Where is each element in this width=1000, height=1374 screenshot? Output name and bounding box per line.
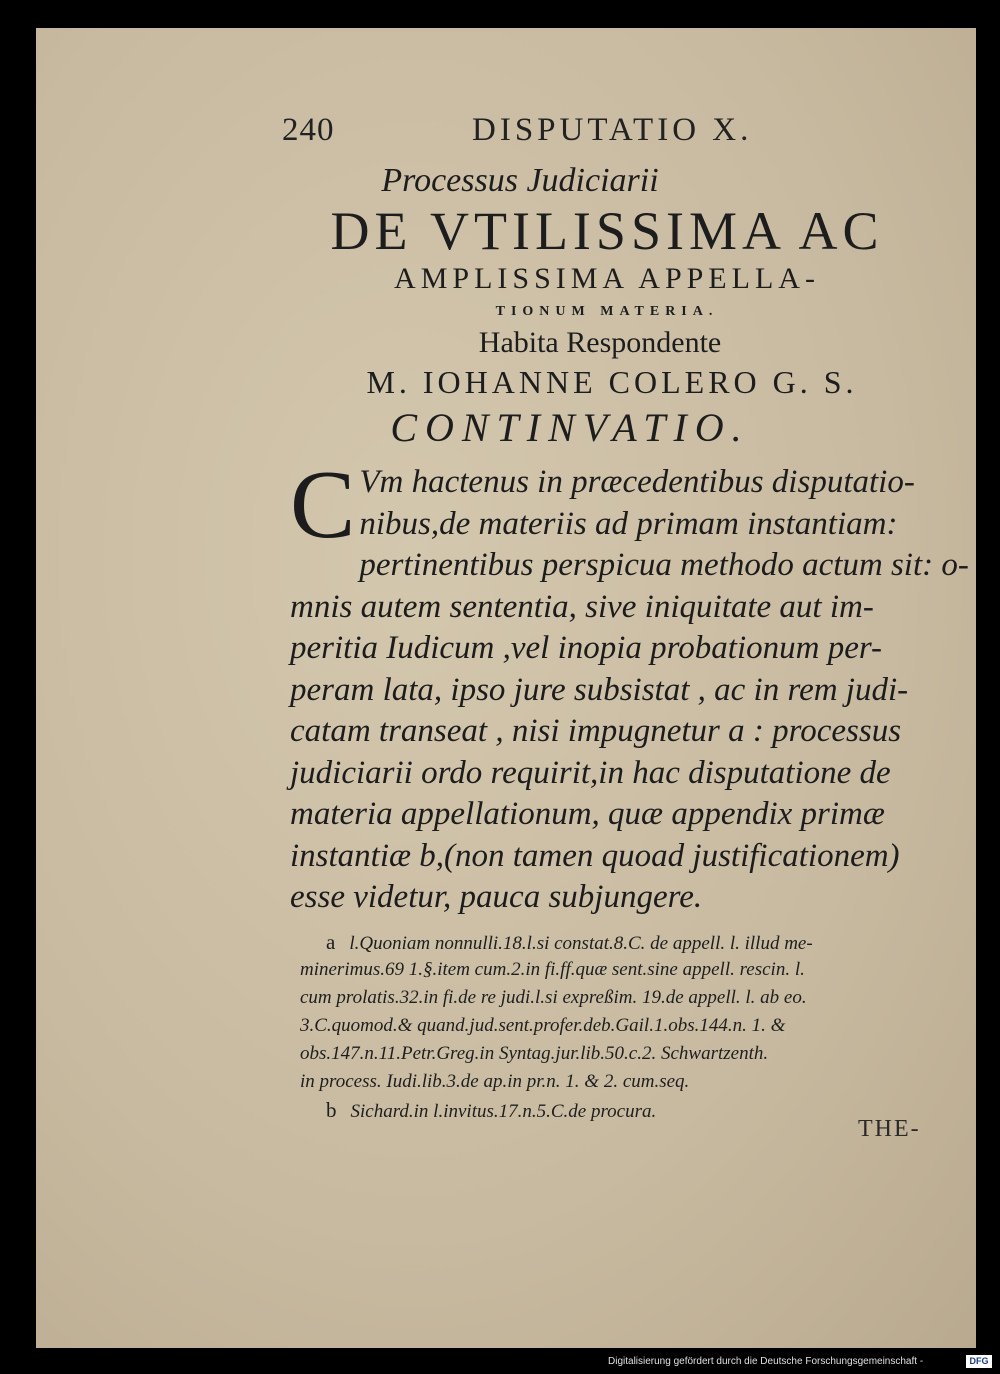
catchword: THE- — [858, 1116, 921, 1142]
dfg-logo: DFG — [966, 1355, 992, 1368]
digitization-credit: Digitalisierung gefördert durch die Deutsche Forschungsgemeinschaft - — [608, 1356, 924, 1367]
footnote-a-line: cum prolatis.32.in fi.de re judi.l.si expreßim. 19.de appell. l. ab eo. — [300, 987, 807, 1008]
text-line: judiciarii ordo requirit,in hac disputatione de — [290, 754, 891, 791]
footnote-a-line: minerimus.69 1.§.item cum.2.in fi.ff.quæ sent.sine appell. rescin. l. — [300, 959, 805, 980]
footnote-label-b: b — [326, 1098, 337, 1122]
footnote-label-a: a — [326, 930, 336, 954]
title-line-4: Habita Respondente — [478, 326, 722, 359]
title-line-5: M. IOHANNE COLERO G. S. — [366, 364, 858, 400]
footnotes — [300, 928, 940, 1124]
footnote-a-line: obs.147.n.11.Petr.Greg.in Syntag.jur.lib.50.c.2. Schwartzenth. — [300, 1043, 769, 1064]
text-line: pertinentibus perspicua methodo actum sit: o- — [359, 547, 969, 583]
footnote-a-line: in process. Iudi.lib.3.de ap.in pr.n. 1. & 2. cum.seq. — [300, 1071, 690, 1092]
text-line: esse videtur, pauca subjungere. — [290, 879, 703, 915]
text-line: peram lata, ipso jure subsistat , ac in rem judi- — [290, 671, 909, 708]
section-heading: CONTINVATIO. — [390, 405, 750, 450]
text-line: Vm hactenus in præcedentibus disputatio- — [359, 464, 915, 500]
drop-cap: C — [290, 451, 356, 559]
text-line: nibus,de materiis ad primam instantiam: — [359, 505, 898, 542]
title-subtitle: Processus Judiciarii — [381, 162, 659, 199]
main-text — [290, 451, 969, 919]
title-line-3: TIONUM MATERIA. — [495, 304, 719, 319]
running-head: DISPUTATIO X. — [472, 112, 753, 148]
page-number: 240 — [282, 112, 335, 148]
footnote-b-line: b Sichard.in l.invitus.17.n.5.C.de procura. — [326, 1098, 657, 1122]
footnote-a-line: 3.C.quomod.& quand.jud.sent.profer.deb.Gail.1.obs.144.n. 1. & — [300, 1015, 786, 1036]
text-line: catam transeat , nisi impugnetur a : processus — [290, 713, 902, 749]
text-line: instantiæ b,(non tamen quoad justificationem) — [290, 837, 900, 874]
title-line-1: DE VTILISSIMA AC — [330, 201, 884, 261]
text-line: mnis autem sententia, sive iniquitate aut im- — [290, 588, 874, 625]
text-line: materia appellationum, quæ appendix primæ — [290, 796, 885, 832]
footnote-a-line: a l.Quoniam nonnulli.18.l.si constat.8.C. de appell. l. illud me- — [326, 930, 813, 954]
page-header — [282, 112, 782, 152]
title-line-2: AMPLISSIMA APPELLA- — [394, 262, 820, 295]
text-line: peritia Iudicum ,vel inopia probationum per- — [290, 630, 883, 666]
